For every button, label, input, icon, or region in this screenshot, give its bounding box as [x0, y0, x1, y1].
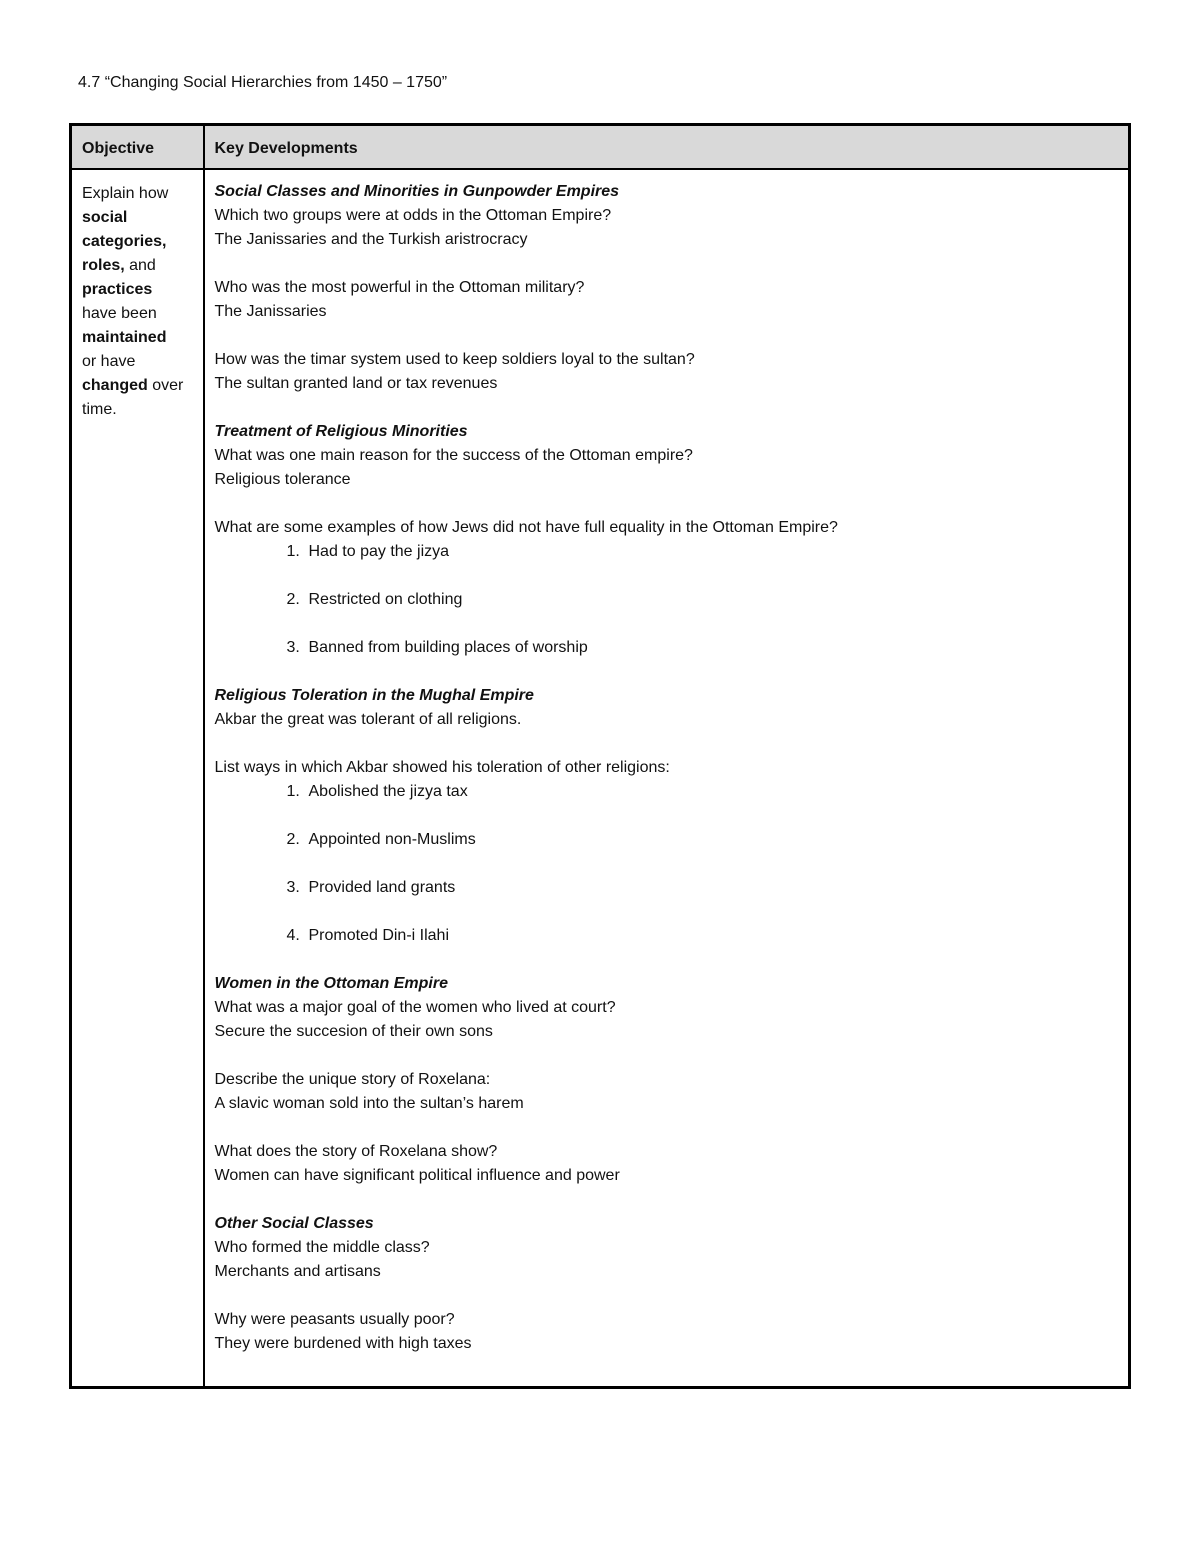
question-text: What does the story of Roxelana show? [214, 1142, 498, 1160]
notes-table [69, 123, 1131, 1389]
answer-text: The Janissaries [214, 302, 327, 320]
question-text: How was the timar system used to keep soldiers loyal to the sultan? [214, 350, 695, 368]
objective-word: changed [82, 376, 148, 394]
question-text: Akbar the great was tolerant of all religions. [214, 710, 522, 728]
objective-word: or have [82, 352, 136, 370]
answer-text: The Janissaries and the Turkish aristrocracy [214, 230, 528, 248]
answer-text: Merchants and artisans [214, 1262, 381, 1280]
question-text: List ways in which Akbar showed his toleration of other religions: [214, 758, 670, 776]
objective-word: social [82, 208, 128, 226]
list-text: Provided land grants [308, 878, 456, 896]
list-item [215, 780, 1119, 804]
answer-text: Secure the succesion of their own sons [214, 1022, 493, 1040]
objective-line [82, 350, 195, 374]
objective-line [82, 206, 195, 230]
objective-word: time. [82, 400, 117, 418]
question-text: Describe the unique story of Roxelana: [214, 1070, 491, 1088]
list-text: Appointed non-Muslims [308, 830, 476, 848]
key-developments-header: Key Developments [204, 125, 1130, 169]
section-heading: Social Classes and Minorities in Gunpowder Empires [214, 182, 620, 200]
spacer [215, 660, 1119, 684]
objective-line [82, 326, 195, 350]
spacer [215, 324, 1119, 348]
objective-line [82, 254, 195, 278]
spacer [215, 1188, 1119, 1212]
spacer [215, 492, 1119, 516]
question-text: What was a major goal of the women who lived at court? [214, 998, 616, 1016]
section-heading: Religious Toleration in the Mughal Empire [214, 686, 534, 704]
answer-text: Women can have significant political influence and power [214, 1166, 620, 1184]
objective-line [82, 182, 195, 206]
objective-line [82, 302, 195, 326]
objective-word: Explain how [82, 184, 169, 202]
objective-word: have been [82, 304, 157, 322]
objective-line [82, 230, 195, 254]
objective-word: maintained [82, 328, 167, 346]
page-title: 4.7 “Changing Social Hierarchies from 1450 – 1750” [78, 74, 448, 91]
list-text: Had to pay the jizya [308, 542, 450, 560]
spacer [215, 564, 1119, 588]
question-text: Who was the most powerful in the Ottoman military? [214, 278, 585, 296]
table-row [71, 169, 1130, 1388]
list-item [215, 636, 1119, 660]
list-item [215, 924, 1119, 948]
list-text: Abolished the jizya tax [308, 782, 468, 800]
objective-word: practices [82, 280, 153, 298]
objective-word-suffix: and [124, 256, 156, 274]
answer-text: A slavic woman sold into the sultan’s harem [214, 1094, 524, 1112]
list-number: 1. [286, 782, 300, 800]
list-text: Banned from building places of worship [308, 638, 588, 656]
key-developments-cell [204, 169, 1130, 1388]
spacer [215, 1284, 1119, 1308]
table-header-row [71, 125, 1130, 169]
answer-text: Religious tolerance [214, 470, 351, 488]
list-text: Restricted on clothing [308, 590, 463, 608]
objective-word: categories, [82, 232, 167, 250]
question-text: What was one main reason for the success of the Ottoman empire? [214, 446, 693, 464]
objective-word-suffix: over [147, 376, 184, 394]
spacer [215, 804, 1119, 828]
list-item [215, 540, 1119, 564]
question-text: Which two groups were at odds in the Ottoman Empire? [214, 206, 612, 224]
list-item [215, 876, 1119, 900]
question-text: Who formed the middle class? [214, 1238, 430, 1256]
spacer [215, 900, 1119, 924]
list-number: 3. [286, 878, 300, 896]
objective-line [82, 398, 195, 422]
list-number: 2. [286, 830, 300, 848]
spacer [215, 1116, 1119, 1140]
objective-line [82, 374, 195, 398]
list-item [215, 828, 1119, 852]
question-text: What are some examples of how Jews did not have full equality in the Ottoman Empire? [214, 518, 838, 536]
list-number: 4. [286, 926, 300, 944]
answer-text: The sultan granted land or tax revenues [214, 374, 498, 392]
list-number: 2. [286, 590, 300, 608]
spacer [215, 852, 1119, 876]
spacer [215, 252, 1119, 276]
spacer [215, 396, 1119, 420]
spacer [215, 732, 1119, 756]
list-number: 3. [286, 638, 300, 656]
spacer [215, 948, 1119, 972]
list-number: 1. [286, 542, 300, 560]
answer-text: They were burdened with high taxes [214, 1334, 472, 1352]
objective-word: roles, [82, 256, 125, 274]
list-text: Promoted Din-i Ilahi [308, 926, 449, 944]
list-item [215, 588, 1119, 612]
section-heading: Treatment of Religious Minorities [214, 422, 468, 440]
objective-cell [71, 169, 204, 1388]
question-text: Why were peasants usually poor? [214, 1310, 455, 1328]
spacer [215, 1044, 1119, 1068]
section-heading: Other Social Classes [214, 1214, 374, 1232]
section-heading: Women in the Ottoman Empire [214, 974, 448, 992]
objective-header: Objective [71, 125, 204, 169]
objective-line [82, 278, 195, 302]
spacer [215, 612, 1119, 636]
